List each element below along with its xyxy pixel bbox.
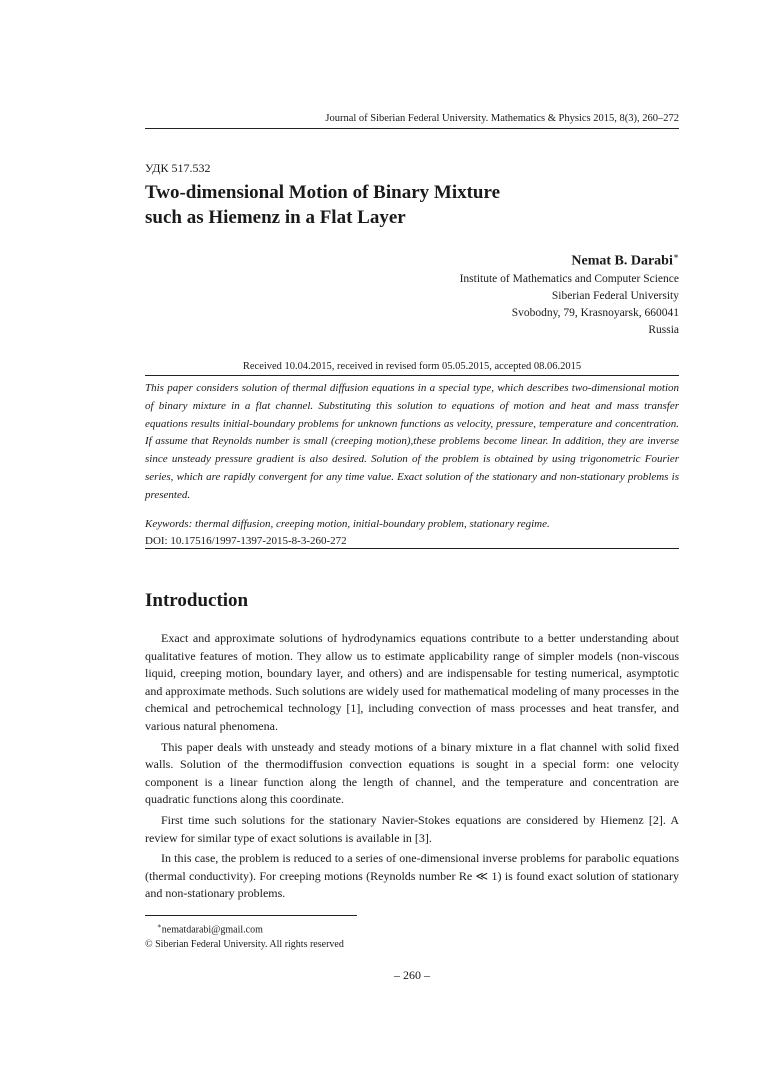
body-paragraph: First time such solutions for the stationary Navier-Stokes equations are considered by Hiemenz [2]. A review for similar type of exact solutions is available in [3]. (145, 812, 679, 845)
section-heading-introduction: Introduction (145, 590, 249, 611)
received-dates: Received 10.04.2015, received in revised form 05.05.2015, accepted 08.06.2015 (145, 361, 679, 376)
journal-running-head: Journal of Siberian Federal University. Mathematics & Physics 2015, 8(3), 260–272 (145, 113, 679, 129)
footnote-email (145, 919, 679, 937)
affiliation-line: Institute of Mathematics and Computer Science (459, 273, 679, 285)
affiliation-line: Svobodny, 79, Krasnoyarsk, 660041 (511, 307, 679, 319)
title-line-2: such as Hiemenz in a Flat Layer (145, 207, 406, 228)
affiliation-line: Russia (648, 324, 679, 336)
keywords-text: thermal diffusion, creeping motion, initial-boundary problem, stationary regime. (195, 518, 550, 530)
doi-divider (145, 548, 679, 549)
abstract: This paper considers solution of thermal diffusion equations in a special type, which describes two-dimensional motion of binary mixture in a flat channel. Substituting this solution to equations of motion and heat and mass transfer equations results initial-boundary problems for unknown functions as velocity, pressure, temperature and concentration. If assume that Reynolds number is small (creeping motion),these problems become linear. In addition, they are inverse since unsteady pressure gradient is also desired. Solution of the problem is obtained by using trigonometric Fourier series, which are rapidly convergent for any time value. Exact solution of the stationary and non-stationary problems is presented. (145, 382, 679, 501)
author-affiliation (400, 271, 679, 339)
udk-code: УДК 517.532 (145, 161, 211, 175)
author-name: Nemat B. Darabi (571, 253, 673, 269)
author-email: nematdarabi@gmail.com (161, 924, 263, 936)
body-paragraph: Exact and approximate solutions of hydrodynamics equations contribute to a better understanding about qualitative features of motion. They allow us to estimate applicability range of simpler models (non-viscous liquid, creeping motion, boundary layer, and others) and are indispensable for testing numerical, asymptotic and approximate methods. Such solutions are widely used for mathematical modeling of many processes in the chemical and petrochemical technology [1], including convection of mass processes and heat transfer, and various natural phenomena. (145, 631, 679, 733)
introduction-body (145, 630, 679, 906)
keywords (145, 516, 679, 533)
footnote-mark: ∗ (157, 922, 162, 930)
author-name-block (430, 251, 679, 270)
footnotes (145, 919, 679, 952)
body-paragraph: This paper deals with unsteady and steady motions of a binary mixture in a flat channel with solid fixed walls. Solution of the thermodiffusion convection equations is sought in a special form: one velocity component is a linear function along the length of channel, and the temperature and concentration are quadratic functions along this coordinate. (145, 739, 679, 807)
paper-title (145, 180, 625, 230)
keywords-label: Keywords: (145, 518, 193, 530)
doi: DOI: 10.17516/1997-1397-2015-8-3-260-272 (145, 535, 347, 547)
affiliation-line: Siberian Federal University (551, 290, 679, 302)
keywords-block (145, 516, 679, 550)
footnote-divider (145, 915, 357, 916)
author-footnote-mark: ∗ (672, 251, 679, 261)
title-line-1: Two-dimensional Motion of Binary Mixture (145, 182, 501, 203)
body-paragraph: In this case, the problem is reduced to a series of one-dimensional inverse problems for parabolic equations (thermal conductivity). For creeping motions (Reynolds number Re ≪ 1) is found exact solution of stationary and non-stationary problems. (145, 851, 679, 901)
page-number: – 260 – (394, 968, 430, 982)
copyright-notice: © Siberian Federal University. All rights reserved (145, 939, 344, 951)
